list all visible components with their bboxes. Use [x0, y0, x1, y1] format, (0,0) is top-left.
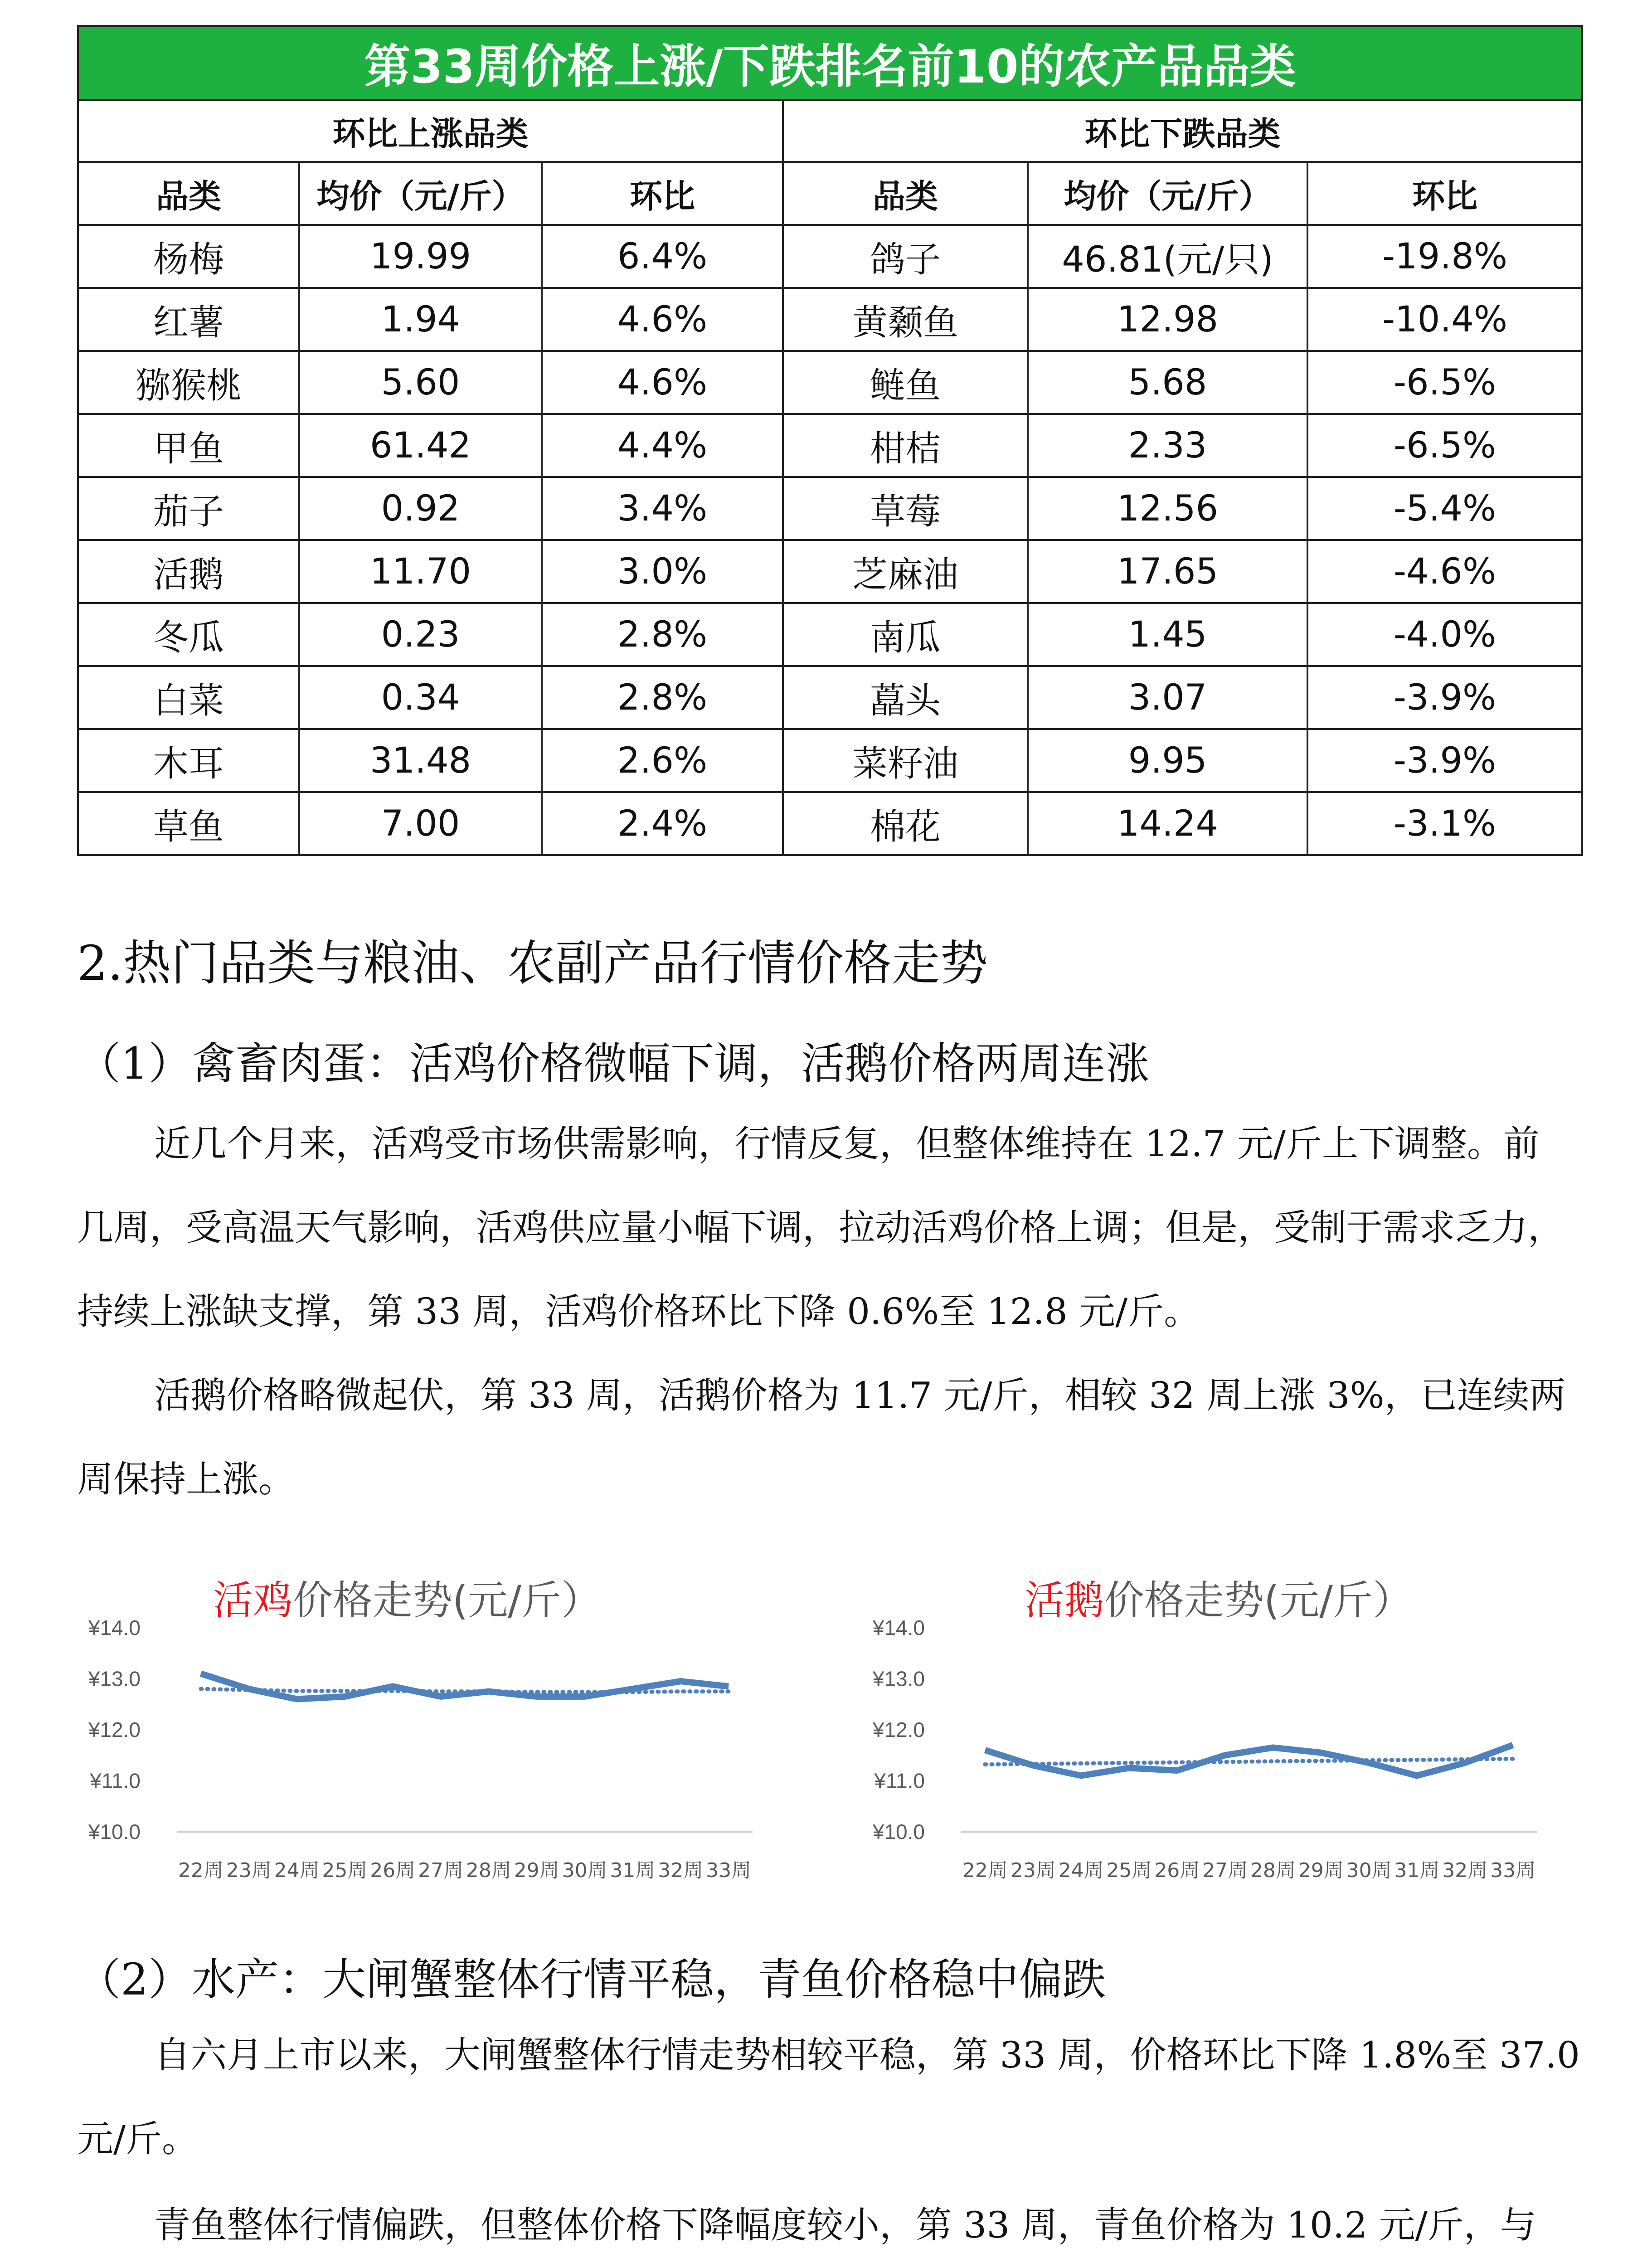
y-tick-label: ¥12.0 — [88, 1718, 141, 1742]
table-cell: 4.6% — [542, 351, 783, 414]
table-cell: 31.48 — [299, 729, 542, 792]
x-tick-label: 30周 — [1346, 1859, 1392, 1882]
column-header: 均价（元/斤） — [299, 162, 542, 225]
price-series-line — [201, 1673, 729, 1699]
table-cell: 草莓 — [783, 477, 1028, 540]
column-header: 均价（元/斤） — [1028, 162, 1307, 225]
table-cell: 藠头 — [783, 666, 1028, 729]
table-cell: 0.34 — [299, 666, 542, 729]
x-tick-label: 24周 — [1058, 1859, 1104, 1882]
text-line: 持续上涨缺支撑，第 33 周，活鸡价格环比下降 0.6%至 12.8 元/斤。 — [77, 1290, 1200, 1333]
table-cell: 木耳 — [78, 729, 299, 792]
table-cell: -4.0% — [1307, 603, 1582, 666]
fall-group-header: 环比下跌品类 — [783, 100, 1582, 162]
x-tick-label: 30周 — [562, 1859, 607, 1882]
table-cell: -6.5% — [1307, 351, 1582, 414]
x-tick-label: 27周 — [418, 1859, 464, 1882]
table-cell: 0.23 — [299, 603, 542, 666]
table-cell: 5.60 — [299, 351, 542, 414]
table-cell: 活鹅 — [78, 540, 299, 603]
table-cell: 芝麻油 — [783, 540, 1028, 603]
column-header: 品类 — [783, 162, 1028, 225]
x-tick-label: 31周 — [610, 1859, 656, 1882]
price-series-line — [985, 1745, 1513, 1776]
table-row — [78, 225, 1582, 288]
table-row — [78, 603, 1582, 666]
section-heading: 2.热门品类与粮油、农副产品行情价格走势 — [77, 935, 988, 991]
table-cell: 6.4% — [542, 225, 783, 288]
table-cell: 7.00 — [299, 792, 542, 855]
rise-group-header: 环比上涨品类 — [78, 100, 783, 162]
table-cell: 鸽子 — [783, 225, 1028, 288]
x-tick-label: 31周 — [1394, 1859, 1440, 1882]
table-row — [78, 666, 1582, 729]
table-cell: 白菜 — [78, 666, 299, 729]
column-header: 环比 — [1307, 162, 1582, 225]
table-cell: -3.9% — [1307, 666, 1582, 729]
x-tick-label: 26周 — [1154, 1859, 1200, 1882]
table-cell: 0.92 — [299, 477, 542, 540]
table-cell: 草鱼 — [78, 792, 299, 855]
paragraph-live-goose — [77, 1353, 1582, 1521]
table-row — [78, 729, 1582, 792]
x-tick-label: 27周 — [1202, 1859, 1248, 1882]
text-line: 近几个月来，活鸡受市场供需影响，行情反复，但整体维持在 12.7 元/斤上下调整。前 — [154, 1123, 1540, 1165]
table-cell: 12.98 — [1028, 288, 1307, 351]
chart-title: 活鸡价格走势(元/斤） — [213, 1577, 601, 1624]
table-cell: -4.6% — [1307, 540, 1582, 603]
text-line: 元/斤。 — [77, 2118, 198, 2160]
table-cell: 61.42 — [299, 414, 542, 477]
y-tick-label: ¥10.0 — [872, 1820, 925, 1844]
column-header: 环比 — [542, 162, 783, 225]
y-tick-label: ¥11.0 — [90, 1769, 141, 1793]
table-row — [78, 414, 1582, 477]
y-tick-label: ¥11.0 — [874, 1769, 925, 1793]
table-cell: 鲢鱼 — [783, 351, 1028, 414]
table-cell: 14.24 — [1028, 792, 1307, 855]
x-tick-label: 32周 — [658, 1859, 704, 1882]
y-tick-label: ¥13.0 — [872, 1667, 925, 1691]
table-cell: 柑桔 — [783, 414, 1028, 477]
table-cell: 南瓜 — [783, 603, 1028, 666]
table-cell: 红薯 — [78, 288, 299, 351]
x-tick-label: 23周 — [1010, 1859, 1056, 1882]
table-row — [78, 351, 1582, 414]
table-cell: -5.4% — [1307, 477, 1582, 540]
table-cell: -10.4% — [1307, 288, 1582, 351]
paragraph-live-chicken — [77, 1102, 1582, 1353]
y-tick-label: ¥13.0 — [88, 1667, 141, 1691]
table-cell: 19.99 — [299, 225, 542, 288]
table-cell: 46.81(元/只) — [1028, 225, 1307, 288]
table-cell: 3.0% — [542, 540, 783, 603]
table-cell: 2.6% — [542, 729, 783, 792]
table-cell: 2.8% — [542, 603, 783, 666]
table-cell: 2.4% — [542, 792, 783, 855]
table-cell: 17.65 — [1028, 540, 1307, 603]
table-cell: 4.6% — [542, 288, 783, 351]
table-cell: 9.95 — [1028, 729, 1307, 792]
y-tick-label: ¥14.0 — [872, 1616, 925, 1639]
y-tick-label: ¥10.0 — [88, 1820, 141, 1844]
text-line: 几周，受高温天气影响，活鸡供应量小幅下调，拉动活鸡价格上调；但是，受制于需求乏力， — [77, 1206, 1564, 1249]
y-tick-label: ¥14.0 — [88, 1616, 141, 1639]
table-cell: 1.45 — [1028, 603, 1307, 666]
table-row — [78, 540, 1582, 603]
x-tick-label: 23周 — [226, 1859, 272, 1882]
table-cell: 杨梅 — [78, 225, 299, 288]
table-cell: -3.1% — [1307, 792, 1582, 855]
x-tick-label: 25周 — [1106, 1859, 1152, 1882]
x-tick-label: 28周 — [1250, 1859, 1296, 1882]
table-cell: -6.5% — [1307, 414, 1582, 477]
x-tick-label: 33周 — [1490, 1859, 1536, 1882]
subsection-heading-aquatic: （2）水产：大闸蟹整体行情平稳，青鱼价格稳中偏跌 — [77, 1954, 1106, 2005]
paragraph-black-carp — [77, 2183, 1582, 2267]
table-cell: 4.4% — [542, 414, 783, 477]
subsection-heading-poultry: （1）禽畜肉蛋：活鸡价格微幅下调，活鹅价格两周连涨 — [77, 1038, 1150, 1089]
text-line: 青鱼整体行情偏跌，但整体价格下降幅度较小，第 33 周，青鱼价格为 10.2 元/斤，与 — [154, 2204, 1536, 2246]
table-cell: 12.56 — [1028, 477, 1307, 540]
table-cell: -19.8% — [1307, 225, 1582, 288]
table-cell: 2.33 — [1028, 414, 1307, 477]
table-cell: 11.70 — [299, 540, 542, 603]
x-tick-label: 26周 — [370, 1859, 416, 1882]
x-tick-label: 24周 — [274, 1859, 320, 1882]
table-cell: 3.4% — [542, 477, 783, 540]
price-ranking-table — [77, 25, 1583, 856]
table-cell: 猕猴桃 — [78, 351, 299, 414]
x-tick-label: 29周 — [1298, 1859, 1344, 1882]
text-line: 周保持上涨。 — [77, 1458, 295, 1500]
y-tick-label: ¥12.0 — [872, 1718, 925, 1742]
column-header: 品类 — [78, 162, 299, 225]
table-cell: 冬瓜 — [78, 603, 299, 666]
trendline-series — [985, 1759, 1513, 1764]
text-line: 活鹅价格略微起伏，第 33 周，活鹅价格为 11.7 元/斤，相较 32 周上涨 3%，已连续两 — [154, 1374, 1566, 1416]
x-tick-label: 33周 — [706, 1859, 752, 1882]
paragraph-hairy-crab — [77, 2013, 1582, 2181]
x-tick-label: 29周 — [514, 1859, 559, 1882]
table-cell: 1.94 — [299, 288, 542, 351]
x-tick-label: 25周 — [322, 1859, 368, 1882]
table-cell: 5.68 — [1028, 351, 1307, 414]
table-row — [78, 477, 1582, 540]
x-tick-label: 32周 — [1442, 1859, 1488, 1882]
table-cell: 甲鱼 — [78, 414, 299, 477]
table-row — [78, 792, 1582, 855]
chart-live-chicken — [68, 1560, 784, 1904]
table-cell: 茄子 — [78, 477, 299, 540]
table-cell: 3.07 — [1028, 666, 1307, 729]
table-cell: 棉花 — [783, 792, 1028, 855]
chart-title: 活鹅价格走势(元/斤） — [1025, 1577, 1413, 1624]
table-row — [78, 288, 1582, 351]
table-cell: 黄颡鱼 — [783, 288, 1028, 351]
table-cell: 2.8% — [542, 666, 783, 729]
text-line: 自六月上市以来，大闸蟹整体行情走势相较平稳，第 33 周，价格环比下降 1.8%至 37.0 — [154, 2034, 1580, 2076]
chart-live-goose — [852, 1560, 1569, 1904]
table-cell: 菜籽油 — [783, 729, 1028, 792]
x-tick-label: 22周 — [178, 1859, 224, 1882]
x-tick-label: 22周 — [962, 1859, 1008, 1882]
table-title: 第33周价格上涨/下跌排名前10的农产品品类 — [78, 26, 1582, 100]
x-tick-label: 28周 — [466, 1859, 511, 1882]
table-cell: -3.9% — [1307, 729, 1582, 792]
